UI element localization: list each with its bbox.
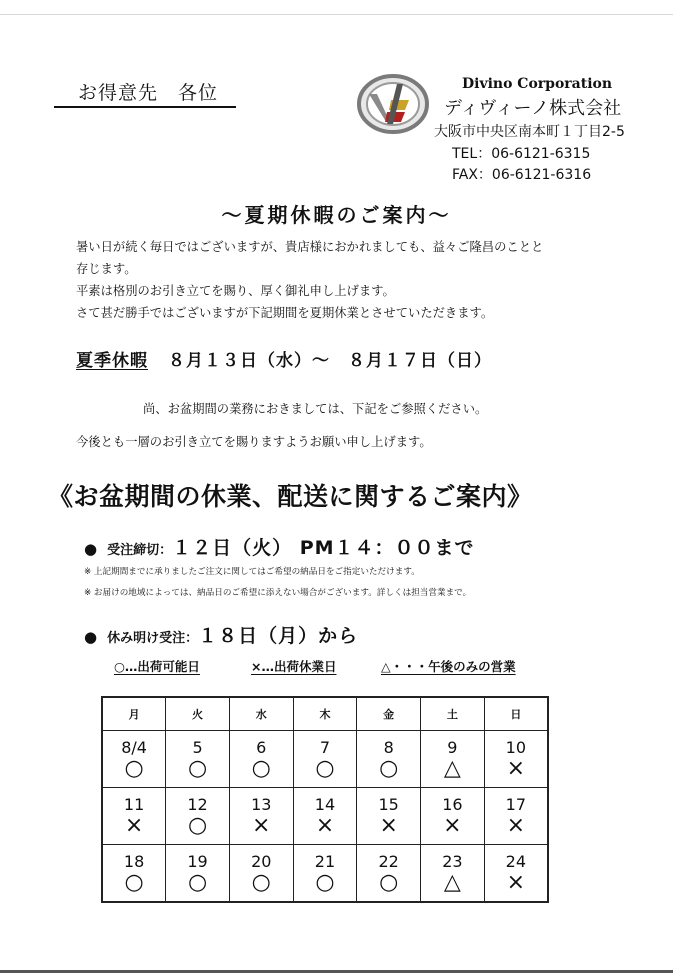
weekday-header: 金 bbox=[357, 697, 421, 731]
shipping-status-mark: × bbox=[315, 813, 335, 838]
calendar-day-cell bbox=[421, 788, 485, 845]
shipping-status-mark: ○ bbox=[251, 870, 271, 895]
day-number: 9 bbox=[447, 738, 458, 757]
calendar-day-cell bbox=[102, 731, 166, 788]
day-number: 6 bbox=[256, 738, 267, 757]
shipping-status-mark: × bbox=[124, 813, 144, 838]
shipping-status-mark: ○ bbox=[187, 870, 208, 895]
day-number: 11 bbox=[123, 795, 145, 814]
legend-ship-closed: ×…出荷休業日 bbox=[251, 659, 337, 674]
day-number: 13 bbox=[251, 795, 272, 814]
calendar-day-cell bbox=[229, 731, 293, 788]
notice-title: ～夏期休暇のご案内～ bbox=[221, 203, 452, 227]
closing-note: 今後とも一層のお引き立てを賜りますようお願い申し上げます。 bbox=[76, 435, 432, 449]
shipping-status-mark: ○ bbox=[315, 756, 335, 781]
shipping-status-mark: ○ bbox=[379, 756, 399, 781]
weekday-header: 月 bbox=[102, 697, 166, 731]
bullet-icon: ● bbox=[84, 540, 98, 558]
obon-note: 尚、お盆期間の業務におきましては、下記をご参照ください。 bbox=[143, 402, 488, 416]
order-deadline-label: 受注締切： bbox=[107, 543, 173, 558]
shipping-status-mark: × bbox=[506, 756, 526, 781]
shipping-status-mark: ○ bbox=[187, 813, 208, 838]
day-number: 23 bbox=[442, 852, 463, 871]
shipping-status-mark: × bbox=[506, 870, 526, 895]
company-logo-icon bbox=[357, 72, 431, 136]
paragraph-line: 存じます。 bbox=[76, 262, 137, 276]
shipping-calendar bbox=[101, 696, 549, 903]
day-number: 7 bbox=[319, 738, 331, 757]
shipping-status-mark: △ bbox=[443, 870, 461, 895]
weekday-header: 火 bbox=[166, 697, 230, 731]
shipping-status-mark: × bbox=[506, 813, 526, 838]
calendar-day-cell bbox=[229, 845, 293, 903]
company-name-en: Divino Corporation bbox=[462, 76, 613, 92]
shipping-status-mark: ○ bbox=[124, 756, 144, 781]
weekday-header: 水 bbox=[229, 697, 293, 731]
calendar-week-row bbox=[102, 788, 548, 845]
calendar-day-cell bbox=[357, 788, 421, 845]
calendar-day-cell bbox=[229, 788, 293, 845]
shipping-status-mark: × bbox=[252, 813, 271, 838]
calendar-week-row bbox=[102, 731, 548, 788]
weekday-header: 土 bbox=[421, 697, 485, 731]
weekday-header: 日 bbox=[484, 697, 548, 731]
calendar-day-cell bbox=[484, 731, 548, 788]
day-number: 19 bbox=[187, 852, 208, 871]
resume-label: 休み明け受注： bbox=[107, 631, 199, 646]
shipping-status-mark: × bbox=[379, 813, 398, 838]
company-name-jp: ディヴィーノ株式会社 bbox=[444, 98, 622, 119]
day-number: 8/4 bbox=[121, 738, 147, 757]
weekday-header: 木 bbox=[293, 697, 357, 731]
day-number: 14 bbox=[314, 795, 336, 814]
holiday-dates: ８月１３日（水）～ ８月１７日（日） bbox=[168, 351, 492, 371]
calendar-day-cell bbox=[102, 788, 166, 845]
calendar-day-cell bbox=[166, 788, 230, 845]
page-top-edge bbox=[0, 14, 673, 15]
holiday-period bbox=[76, 346, 492, 371]
order-deadline bbox=[84, 533, 475, 560]
shipping-status-mark: ○ bbox=[124, 870, 144, 895]
company-fax: FAX：06-6121-6316 bbox=[452, 167, 592, 183]
calendar-day-cell bbox=[166, 731, 230, 788]
order-deadline-value: １２日（火） PM１４：００まで bbox=[172, 537, 475, 559]
resume-orders bbox=[84, 621, 358, 648]
day-number: 15 bbox=[378, 795, 399, 814]
calendar-day-cell bbox=[421, 731, 485, 788]
recipient-line: お得意先 各位 bbox=[54, 82, 236, 108]
calendar-day-cell bbox=[293, 731, 357, 788]
bullet-icon: ● bbox=[84, 628, 98, 646]
shipping-status-mark: ○ bbox=[379, 870, 399, 895]
calendar-day-cell bbox=[102, 845, 166, 903]
calendar-day-cell bbox=[293, 788, 357, 845]
day-number: 5 bbox=[192, 738, 203, 757]
day-number: 24 bbox=[505, 852, 527, 871]
calendar-header-row bbox=[102, 697, 548, 731]
paragraph-line: 暑い日が続く毎日ではございますが、貴店様におかれましても、益々ご隆昌のことと bbox=[76, 240, 544, 254]
paragraph-line: 平素は格別のお引き立てを賜り、厚く御礼申し上げます。 bbox=[76, 284, 395, 298]
obon-section-title: 《お盆期間の休業、配送に関するご案内》 bbox=[48, 482, 533, 511]
legend-afternoon-only: △・・・午後のみの営業 bbox=[381, 659, 516, 674]
resume-value: １８日（月）から bbox=[198, 625, 359, 647]
calendar-day-cell bbox=[166, 845, 230, 903]
paragraph-line: さて甚だ勝手ではございますが下記期間を夏期休業とさせていただきます。 bbox=[76, 306, 494, 320]
day-number: 21 bbox=[314, 852, 336, 871]
small-note: ※ お届けの地域によっては、納品日のご希望に添えない場合がございます。詳しくは担当営業まで。 bbox=[84, 588, 472, 598]
legend-ship-available: ○…出荷可能日 bbox=[114, 659, 200, 674]
shipping-status-mark: ○ bbox=[315, 870, 335, 895]
calendar-day-cell bbox=[421, 845, 485, 903]
holiday-label: 夏季休暇 bbox=[76, 351, 148, 371]
calendar-day-cell bbox=[293, 845, 357, 903]
calendar-day-cell bbox=[484, 845, 548, 903]
calendar-day-cell bbox=[484, 788, 548, 845]
day-number: 18 bbox=[123, 852, 145, 871]
day-number: 22 bbox=[378, 852, 399, 871]
small-note: ※ 上記期間までに承りましたご注文に関してはご希望の納品日をご指定いただけます。 bbox=[84, 567, 420, 577]
calendar-day-cell bbox=[357, 731, 421, 788]
day-number: 16 bbox=[442, 795, 463, 814]
shipping-status-mark: ○ bbox=[187, 756, 208, 781]
day-number: 17 bbox=[505, 795, 527, 814]
shipping-status-mark: ○ bbox=[251, 756, 271, 781]
day-number: 10 bbox=[505, 738, 527, 757]
shipping-status-mark: × bbox=[443, 813, 462, 838]
shipping-status-mark: △ bbox=[443, 756, 461, 781]
day-number: 8 bbox=[383, 738, 394, 757]
calendar-day-cell bbox=[357, 845, 421, 903]
day-number: 20 bbox=[251, 852, 272, 871]
company-tel: TEL：06-6121-6315 bbox=[452, 146, 591, 162]
calendar-week-row bbox=[102, 845, 548, 903]
day-number: 12 bbox=[187, 795, 208, 814]
page-bottom-edge bbox=[0, 970, 673, 973]
company-address: 大阪市中央区南本町１丁目2-5 bbox=[434, 124, 625, 140]
